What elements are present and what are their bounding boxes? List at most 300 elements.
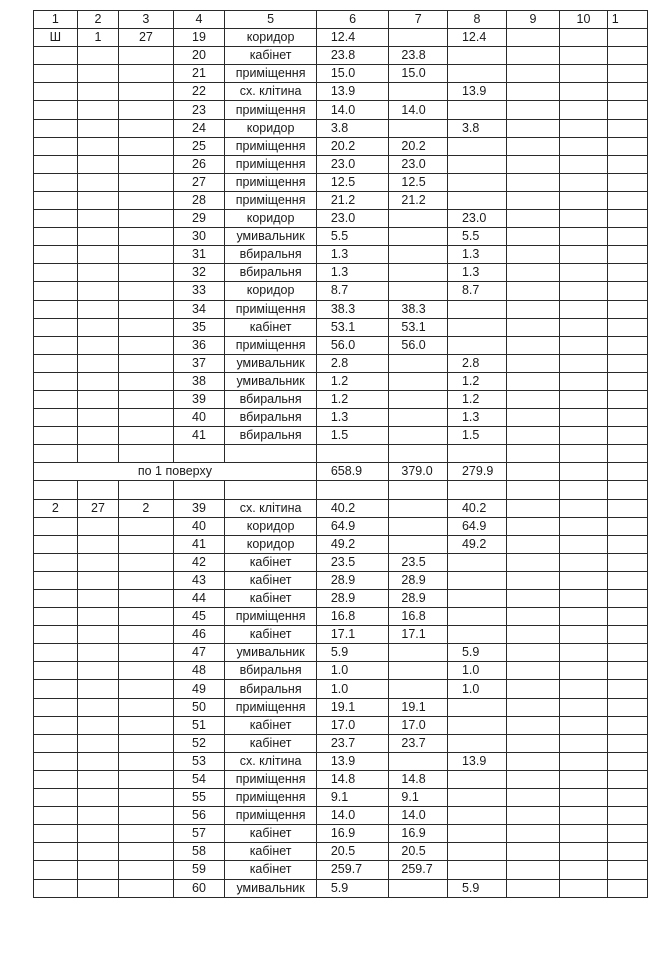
floor-cell (34, 173, 78, 191)
block-cell (77, 608, 119, 626)
block-cell (77, 318, 119, 336)
room-number-cell: 30 (173, 228, 225, 246)
main-area-cell (389, 282, 448, 300)
empty-cell (173, 445, 225, 463)
room-number-cell: 26 (173, 155, 225, 173)
section-cell (119, 246, 173, 264)
empty-cell (560, 173, 608, 191)
empty-cell (560, 843, 608, 861)
room-name-cell: кабінет (225, 861, 317, 879)
block-cell (77, 409, 119, 427)
empty-cell (560, 445, 608, 463)
room-name-cell: кабінет (225, 843, 317, 861)
floor-cell (34, 354, 78, 372)
aux-area-cell: 1.5 (447, 427, 506, 445)
floor-summary-row (34, 463, 648, 481)
empty-cell (389, 445, 448, 463)
empty-cell (607, 300, 647, 318)
table-row (34, 626, 648, 644)
header-cell: 7 (389, 11, 448, 29)
empty-cell (506, 409, 559, 427)
room-number-cell: 24 (173, 119, 225, 137)
summary-total-area: 658.9 (316, 463, 389, 481)
empty-cell (506, 517, 559, 535)
empty-cell (560, 590, 608, 608)
empty-cell (506, 463, 559, 481)
floor-cell (34, 336, 78, 354)
section-cell (119, 608, 173, 626)
floor-cell (34, 47, 78, 65)
section-cell (119, 662, 173, 680)
floor-cell (34, 264, 78, 282)
section-cell (119, 590, 173, 608)
table-row (34, 608, 648, 626)
table-row (34, 336, 648, 354)
room-name-cell: вбиральня (225, 409, 317, 427)
empty-cell (560, 608, 608, 626)
empty-cell (506, 246, 559, 264)
empty-cell (506, 101, 559, 119)
empty-cell (607, 716, 647, 734)
total-area-cell: 5.9 (316, 879, 389, 897)
block-cell (77, 879, 119, 897)
empty-cell (447, 481, 506, 499)
total-area-cell: 1.3 (316, 264, 389, 282)
empty-cell (607, 770, 647, 788)
header-cell: 1 (607, 11, 647, 29)
block-cell (77, 698, 119, 716)
floor-cell (34, 843, 78, 861)
total-area-cell: 1.2 (316, 390, 389, 408)
aux-area-cell: 64.9 (447, 517, 506, 535)
block-cell (77, 282, 119, 300)
empty-cell (607, 390, 647, 408)
empty-cell (560, 662, 608, 680)
area-table (33, 10, 648, 898)
floor-cell (34, 246, 78, 264)
empty-cell (607, 680, 647, 698)
block-cell (77, 119, 119, 137)
room-number-cell: 33 (173, 282, 225, 300)
table-row (34, 409, 648, 427)
aux-area-cell: 3.8 (447, 119, 506, 137)
main-area-cell (389, 535, 448, 553)
table-row (34, 264, 648, 282)
room-name-cell: умивальник (225, 372, 317, 390)
main-area-cell: 56.0 (389, 336, 448, 354)
floor-cell (34, 300, 78, 318)
empty-cell (560, 119, 608, 137)
header-cell: 3 (119, 11, 173, 29)
main-area-cell: 23.0 (389, 155, 448, 173)
total-area-cell: 49.2 (316, 535, 389, 553)
aux-area-cell (447, 843, 506, 861)
empty-cell (560, 481, 608, 499)
empty-cell (506, 300, 559, 318)
aux-area-cell (447, 734, 506, 752)
empty-cell (506, 83, 559, 101)
empty-cell (560, 499, 608, 517)
block-cell (77, 246, 119, 264)
empty-cell (560, 83, 608, 101)
block-cell (77, 825, 119, 843)
room-name-cell: кабінет (225, 571, 317, 589)
room-name-cell: кабінет (225, 553, 317, 571)
total-area-cell: 17.1 (316, 626, 389, 644)
empty-cell (506, 137, 559, 155)
empty-cell (607, 626, 647, 644)
empty-cell (560, 427, 608, 445)
empty-cell (560, 553, 608, 571)
room-number-cell: 19 (173, 29, 225, 47)
empty-cell (607, 662, 647, 680)
floor-cell (34, 644, 78, 662)
main-area-cell: 9.1 (389, 789, 448, 807)
section-cell (119, 264, 173, 282)
floor-cell (34, 789, 78, 807)
floor-cell (34, 770, 78, 788)
total-area-cell: 40.2 (316, 499, 389, 517)
aux-area-cell (447, 173, 506, 191)
empty-cell (607, 807, 647, 825)
empty-cell (607, 65, 647, 83)
section-cell (119, 173, 173, 191)
main-area-cell: 17.0 (389, 716, 448, 734)
room-name-cell: приміщення (225, 300, 317, 318)
table-row (34, 680, 648, 698)
total-area-cell: 20.2 (316, 137, 389, 155)
empty-cell (560, 734, 608, 752)
empty-cell (506, 680, 559, 698)
empty-cell (34, 481, 78, 499)
aux-area-cell (447, 825, 506, 843)
main-area-cell (389, 29, 448, 47)
empty-cell (225, 481, 317, 499)
empty-cell (607, 47, 647, 65)
block-cell (77, 680, 119, 698)
main-area-cell (389, 228, 448, 246)
room-number-cell: 43 (173, 571, 225, 589)
room-number-cell: 39 (173, 499, 225, 517)
aux-area-cell: 13.9 (447, 752, 506, 770)
section-cell (119, 83, 173, 101)
empty-cell (506, 662, 559, 680)
room-name-cell: коридор (225, 210, 317, 228)
room-number-cell: 54 (173, 770, 225, 788)
floor-cell (34, 228, 78, 246)
aux-area-cell (447, 191, 506, 209)
total-area-cell: 5.5 (316, 228, 389, 246)
room-number-cell: 34 (173, 300, 225, 318)
aux-area-cell: 1.2 (447, 372, 506, 390)
empty-cell (506, 372, 559, 390)
total-area-cell: 23.5 (316, 553, 389, 571)
block-cell (77, 807, 119, 825)
section-cell (119, 807, 173, 825)
room-number-cell: 56 (173, 807, 225, 825)
section-cell (119, 372, 173, 390)
table-row (34, 499, 648, 517)
main-area-cell: 15.0 (389, 65, 448, 83)
total-area-cell: 28.9 (316, 571, 389, 589)
room-name-cell: приміщення (225, 807, 317, 825)
floor-cell (34, 517, 78, 535)
table-row (34, 807, 648, 825)
empty-cell (506, 770, 559, 788)
section-cell (119, 770, 173, 788)
total-area-cell: 23.0 (316, 155, 389, 173)
main-area-cell: 28.9 (389, 590, 448, 608)
empty-cell (607, 228, 647, 246)
table-row (34, 734, 648, 752)
empty-cell (560, 716, 608, 734)
room-number-cell: 52 (173, 734, 225, 752)
empty-cell (607, 210, 647, 228)
room-number-cell: 60 (173, 879, 225, 897)
room-number-cell: 46 (173, 626, 225, 644)
room-name-cell: приміщення (225, 336, 317, 354)
empty-cell (506, 173, 559, 191)
room-number-cell: 25 (173, 137, 225, 155)
room-number-cell: 39 (173, 390, 225, 408)
empty-cell (607, 861, 647, 879)
section-cell (119, 300, 173, 318)
block-cell (77, 101, 119, 119)
block-cell (77, 662, 119, 680)
empty-cell (506, 716, 559, 734)
empty-cell (560, 47, 608, 65)
aux-area-cell: 1.3 (447, 246, 506, 264)
header-cell: 2 (77, 11, 119, 29)
aux-area-cell (447, 770, 506, 788)
empty-cell (506, 879, 559, 897)
main-area-cell: 20.5 (389, 843, 448, 861)
main-area-cell (389, 246, 448, 264)
empty-cell (607, 644, 647, 662)
summary-aux-area: 279.9 (447, 463, 506, 481)
section-cell (119, 282, 173, 300)
empty-cell (560, 300, 608, 318)
empty-cell (506, 390, 559, 408)
room-number-cell: 40 (173, 517, 225, 535)
floor-cell (34, 83, 78, 101)
block-cell (77, 734, 119, 752)
table-row (34, 173, 648, 191)
table-row (34, 825, 648, 843)
header-row (34, 11, 648, 29)
floor-cell (34, 680, 78, 698)
empty-cell (607, 119, 647, 137)
room-name-cell: коридор (225, 119, 317, 137)
aux-area-cell (447, 155, 506, 173)
aux-area-cell: 1.2 (447, 390, 506, 408)
floor-cell (34, 155, 78, 173)
empty-cell (560, 807, 608, 825)
main-area-cell (389, 879, 448, 897)
empty-cell (607, 173, 647, 191)
empty-cell (607, 191, 647, 209)
empty-cell (560, 29, 608, 47)
room-number-cell: 31 (173, 246, 225, 264)
aux-area-cell (447, 65, 506, 83)
room-number-cell: 32 (173, 264, 225, 282)
section-cell (119, 825, 173, 843)
total-area-cell: 5.9 (316, 644, 389, 662)
main-area-cell: 23.8 (389, 47, 448, 65)
section-cell (119, 680, 173, 698)
table-row (34, 879, 648, 897)
total-area-cell: 14.0 (316, 807, 389, 825)
empty-cell (560, 571, 608, 589)
table-row (34, 83, 648, 101)
section-cell (119, 879, 173, 897)
block-cell (77, 752, 119, 770)
table-row (34, 372, 648, 390)
floor-cell (34, 626, 78, 644)
empty-cell (506, 354, 559, 372)
floor-cell (34, 571, 78, 589)
floor-cell: Ш (34, 29, 78, 47)
header-cell: 4 (173, 11, 225, 29)
room-number-cell: 22 (173, 83, 225, 101)
empty-cell (506, 336, 559, 354)
room-name-cell: коридор (225, 29, 317, 47)
aux-area-cell (447, 608, 506, 626)
section-cell (119, 354, 173, 372)
empty-cell (560, 752, 608, 770)
room-number-cell: 37 (173, 354, 225, 372)
empty-cell (560, 191, 608, 209)
main-area-cell (389, 427, 448, 445)
empty-cell (560, 246, 608, 264)
empty-cell (506, 553, 559, 571)
block-cell: 1 (77, 29, 119, 47)
empty-cell (119, 481, 173, 499)
block-cell (77, 191, 119, 209)
section-cell (119, 191, 173, 209)
total-area-cell: 1.0 (316, 680, 389, 698)
total-area-cell: 1.2 (316, 372, 389, 390)
total-area-cell: 15.0 (316, 65, 389, 83)
floor-cell (34, 590, 78, 608)
aux-area-cell (447, 336, 506, 354)
aux-area-cell (447, 318, 506, 336)
table-row (34, 210, 648, 228)
room-number-cell: 40 (173, 409, 225, 427)
empty-cell (560, 228, 608, 246)
table-row (34, 427, 648, 445)
empty-cell (607, 789, 647, 807)
total-area-cell: 1.3 (316, 409, 389, 427)
table-row (34, 354, 648, 372)
empty-cell (506, 65, 559, 83)
empty-cell (607, 101, 647, 119)
empty-cell (506, 155, 559, 173)
floor-cell (34, 282, 78, 300)
section-cell (119, 47, 173, 65)
table-row (34, 29, 648, 47)
empty-cell (506, 626, 559, 644)
empty-cell (607, 608, 647, 626)
room-number-cell: 53 (173, 752, 225, 770)
section-cell (119, 535, 173, 553)
total-area-cell: 17.0 (316, 716, 389, 734)
empty-cell (506, 825, 559, 843)
empty-cell (607, 445, 647, 463)
total-area-cell: 19.1 (316, 698, 389, 716)
block-cell (77, 571, 119, 589)
empty-cell (389, 481, 448, 499)
aux-area-cell (447, 789, 506, 807)
empty-cell (607, 83, 647, 101)
room-number-cell: 27 (173, 173, 225, 191)
summary-main-area: 379.0 (389, 463, 448, 481)
room-number-cell: 42 (173, 553, 225, 571)
room-number-cell: 41 (173, 535, 225, 553)
aux-area-cell (447, 590, 506, 608)
aux-area-cell: 5.9 (447, 644, 506, 662)
block-cell (77, 626, 119, 644)
total-area-cell: 23.8 (316, 47, 389, 65)
empty-cell (607, 155, 647, 173)
block-cell (77, 535, 119, 553)
section-cell (119, 752, 173, 770)
block-cell: 27 (77, 499, 119, 517)
room-name-cell: кабінет (225, 47, 317, 65)
empty-cell (560, 264, 608, 282)
main-area-cell (389, 210, 448, 228)
aux-area-cell: 12.4 (447, 29, 506, 47)
main-area-cell (389, 83, 448, 101)
main-area-cell: 23.7 (389, 734, 448, 752)
block-cell (77, 336, 119, 354)
total-area-cell: 13.9 (316, 83, 389, 101)
table-row (34, 571, 648, 589)
empty-cell (560, 463, 608, 481)
floor-cell: 2 (34, 499, 78, 517)
aux-area-cell: 1.0 (447, 680, 506, 698)
room-number-cell: 44 (173, 590, 225, 608)
main-area-cell: 38.3 (389, 300, 448, 318)
empty-cell (560, 101, 608, 119)
table-row (34, 282, 648, 300)
empty-cell (560, 626, 608, 644)
room-number-cell: 36 (173, 336, 225, 354)
empty-cell (506, 47, 559, 65)
section-cell: 2 (119, 499, 173, 517)
empty-cell (560, 680, 608, 698)
room-number-cell: 35 (173, 318, 225, 336)
section-cell (119, 734, 173, 752)
floor-cell (34, 137, 78, 155)
main-area-cell (389, 499, 448, 517)
block-cell (77, 155, 119, 173)
total-area-cell: 64.9 (316, 517, 389, 535)
total-area-cell: 1.5 (316, 427, 389, 445)
section-cell (119, 698, 173, 716)
main-area-cell (389, 680, 448, 698)
empty-cell (506, 191, 559, 209)
aux-area-cell: 49.2 (447, 535, 506, 553)
empty-cell (607, 463, 647, 481)
floor-cell (34, 807, 78, 825)
table-row (34, 65, 648, 83)
empty-cell (560, 282, 608, 300)
empty-cell (506, 861, 559, 879)
aux-area-cell: 1.0 (447, 662, 506, 680)
aux-area-cell: 23.0 (447, 210, 506, 228)
empty-cell (560, 825, 608, 843)
